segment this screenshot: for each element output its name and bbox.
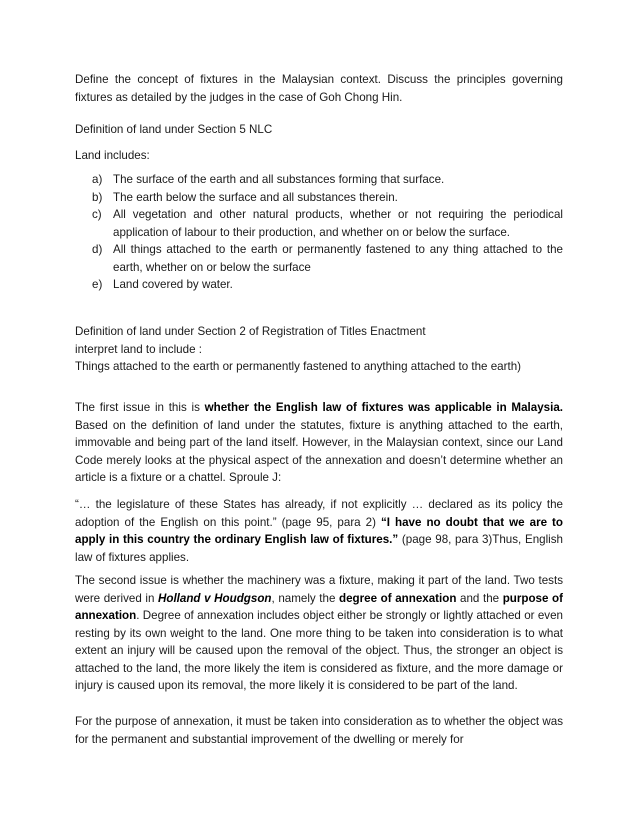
list-marker: e) (92, 278, 103, 291)
list-item-text: Land covered by water. (113, 278, 233, 291)
text-run: Based on the definition of land under the statutes, fixture is anything attached to the earth, immovable and being part of the land itself. However, in the Malaysian context, since our Land Code merely looks at the physical aspect of the annexation and doesn’t determine whether an article is a fixture or a chattel. Sproule J: (75, 418, 563, 484)
rte-interpret-line: interpret land to include : (75, 342, 202, 356)
land-includes-label: Land includes: (75, 149, 150, 162)
text-run: “… the legislature of these States has already, if not explicitly … declared as its policy the adoption of the English on this point.” (page 95, para 2) (75, 498, 563, 529)
degree-of-annexation: degree of annexation (339, 591, 457, 605)
rte-things-line: Things attached to the earth or permanently fastened to anything attached to the earth) (75, 360, 522, 373)
list-item-text: The surface of the earth and all substances forming that surface. (113, 173, 445, 186)
second-issue-paragraph (75, 572, 563, 695)
text-run: The first issue in this is (75, 401, 205, 414)
text-run: . Degree of annexation includes object either be strongly or lightly attached or even resting by its own weight to the land. One more thing to be taken into consideration is to what extent an injury will be caused upon the removal of the object. Thus, the stronger an object is attached to the land, the more likely the item is considered as fixture, and the more damage or injury is caused upon its removal, the more likely it is considered to be part of the land. (75, 609, 563, 692)
quote-paragraph (75, 496, 563, 566)
text-run: The second issue is whether the machinery was a fixture, making it part of the land. Two tests were derived in (75, 574, 563, 605)
first-issue-bold: whether the English law of fixtures was applicable in Malaysia. (204, 401, 563, 414)
list-marker: d) (92, 243, 103, 256)
text-run: (page 98, para 3)Thus, English law of fixtures applies. (75, 533, 563, 564)
list-marker: c) (92, 208, 102, 221)
case-name: Holland v Houdgson (158, 591, 272, 605)
text-run: and the (456, 591, 503, 605)
text-run: , namely the (271, 591, 340, 605)
list-item (75, 241, 563, 276)
purpose-of-annexation: purpose of annexation (75, 591, 564, 622)
rte-definition (75, 323, 563, 376)
list-item (75, 206, 563, 241)
first-issue-paragraph (75, 399, 563, 487)
land-definition-list (75, 171, 563, 294)
list-item (75, 276, 563, 294)
purpose-paragraph: For the purpose of annexation, it must be taken into consideration as to whether the object was for the permanent and substantial improvement of the dwelling or merely for (75, 715, 563, 746)
list-marker: b) (92, 190, 103, 204)
list-item (75, 189, 563, 207)
list-marker: a) (92, 173, 103, 186)
question-paragraph: Define the concept of fixtures in the Malaysian context. Discuss the principles governing fixtures as detailed by the judges in the case of Goh Chong Hin. (75, 73, 563, 104)
list-item-text: The earth below the surface and all substances therein. (113, 190, 398, 204)
list-item-text: All things attached to the earth or permanently fastened to any thing attached to the earth, whether on or below the surface (113, 243, 563, 274)
list-item (75, 171, 563, 189)
nlc-definition-heading: Definition of land under Section 5 NLC (75, 123, 273, 136)
list-item-text: All vegetation and other natural products, whether or not requiring the periodical application of labour to their production, and whether on or below the surface. (113, 208, 563, 239)
rte-heading: Definition of land under Section 2 of Registration of Titles Enactment (75, 325, 426, 338)
quote-bold: “I have no doubt that we are to apply in this country the ordinary English law of fixtures.” (75, 515, 563, 546)
